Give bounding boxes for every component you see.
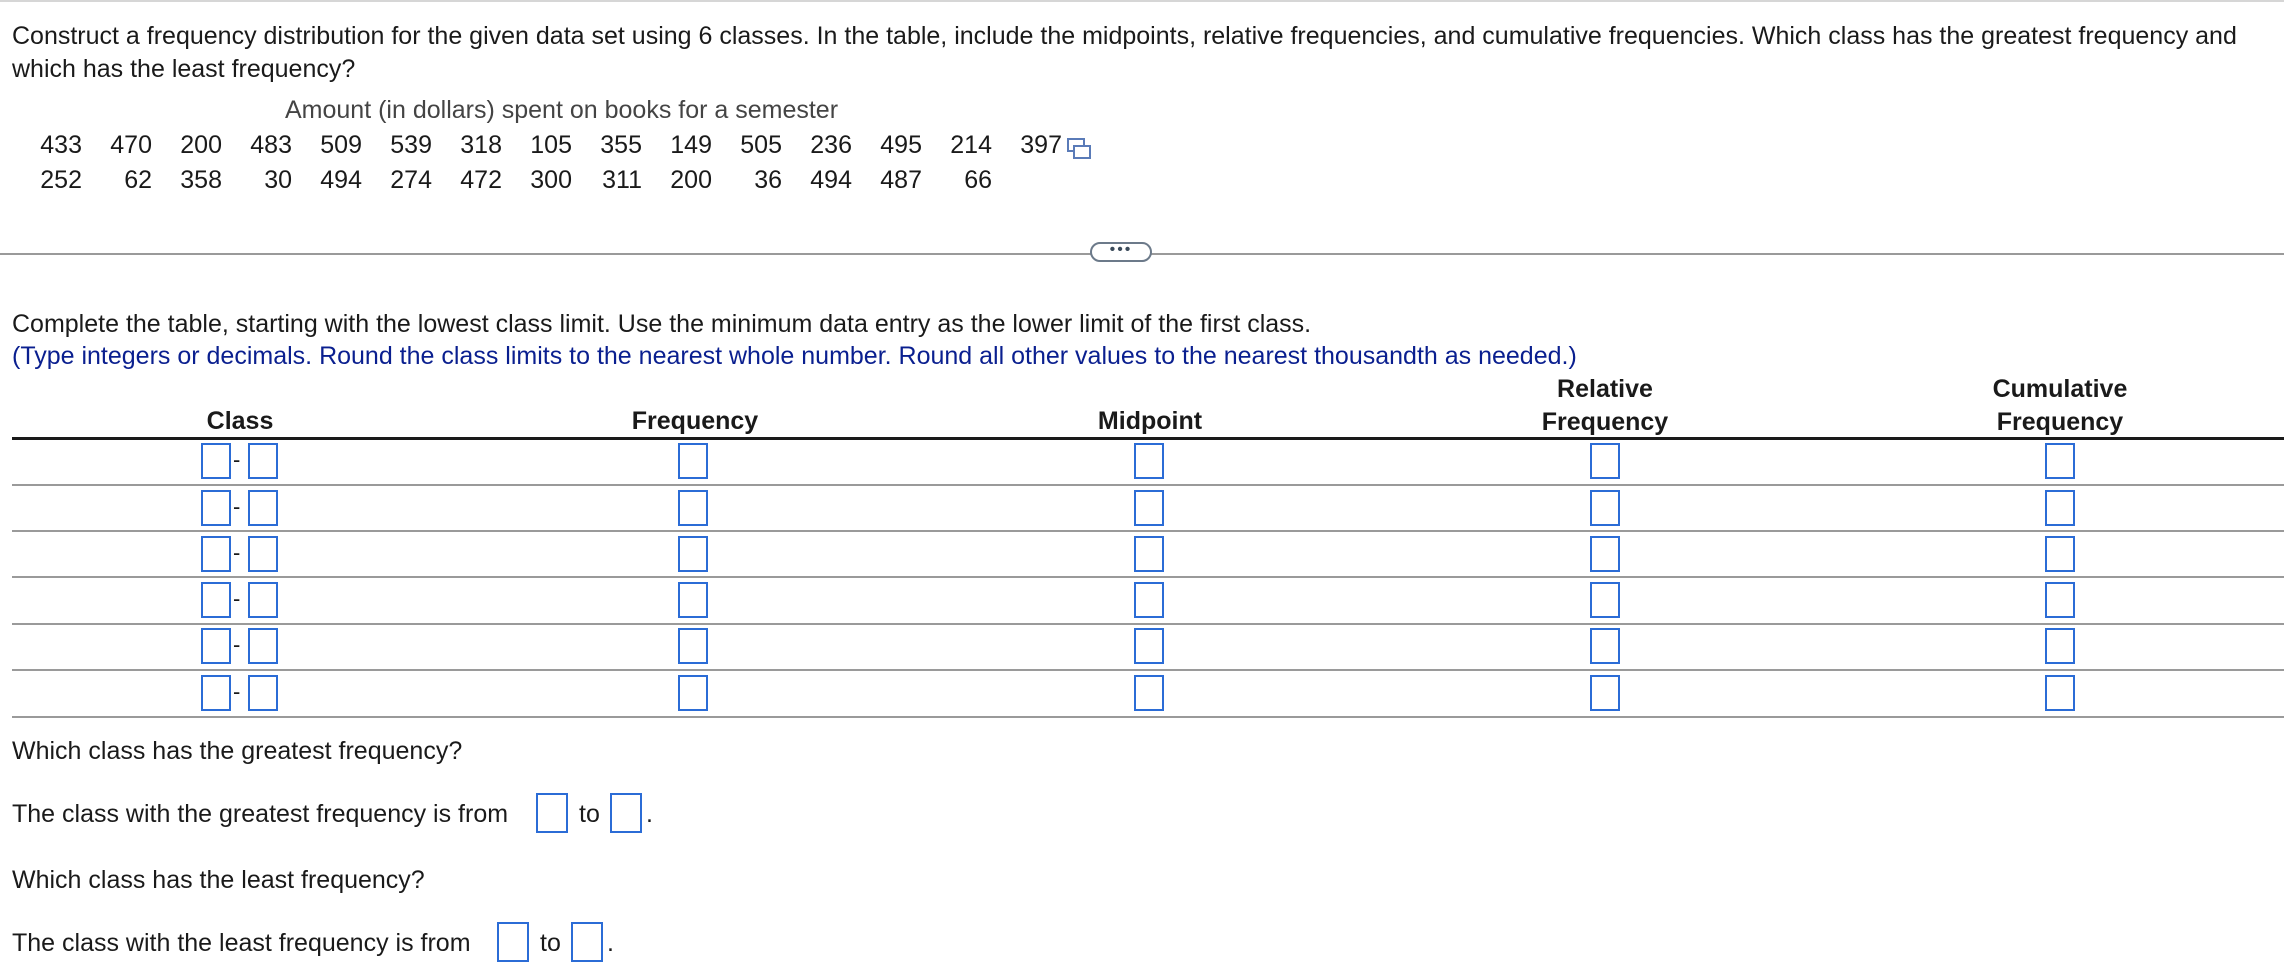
frequency-input-2[interactable]: [678, 490, 708, 526]
frequency-input-3[interactable]: [678, 536, 708, 572]
instruction-text: Complete the table, starting with the lowest class limit. Use the minimum data entry as the lower limit of the first class.: [12, 310, 1312, 338]
data-value: 494: [810, 166, 852, 194]
greatest-frequency-period: .: [646, 800, 653, 828]
cumulative-frequency-input-3[interactable]: [2045, 536, 2075, 572]
class-upper-limit-input-3[interactable]: [248, 536, 278, 572]
data-value: 105: [530, 131, 572, 159]
class-dash: -: [233, 586, 241, 611]
row-divider: [12, 530, 2284, 532]
midpoint-input-5[interactable]: [1134, 628, 1164, 664]
data-value: 311: [602, 166, 642, 194]
data-value: 505: [740, 131, 782, 159]
frequency-input-4[interactable]: [678, 582, 708, 618]
data-value: 62: [124, 166, 152, 194]
midpoint-input-2[interactable]: [1134, 490, 1164, 526]
least-frequency-period: .: [607, 929, 614, 957]
table-header-rule: [12, 437, 2284, 440]
class-upper-limit-input-1[interactable]: [248, 443, 278, 479]
greatest-frequency-question: Which class has the greatest frequency?: [12, 737, 463, 765]
data-value: 318: [460, 131, 502, 159]
cumulative-frequency-input-4[interactable]: [2045, 582, 2075, 618]
class-upper-limit-input-4[interactable]: [248, 582, 278, 618]
least-frequency-question: Which class has the least frequency?: [12, 866, 425, 894]
data-value: 470: [110, 131, 152, 159]
greatest-frequency-from-input[interactable]: [536, 793, 568, 833]
frequency-input-1[interactable]: [678, 443, 708, 479]
data-value: 214: [950, 131, 992, 159]
data-value: 300: [530, 166, 572, 194]
relative-frequency-input-1[interactable]: [1590, 443, 1620, 479]
class-upper-limit-input-6[interactable]: [248, 675, 278, 711]
data-value: 539: [390, 131, 432, 159]
data-value: 149: [670, 131, 712, 159]
cumulative-frequency-input-6[interactable]: [2045, 675, 2075, 711]
data-value: 495: [880, 131, 922, 159]
relative-frequency-input-3[interactable]: [1590, 536, 1620, 572]
copy-data-icon[interactable]: [1067, 138, 1091, 160]
data-value: 433: [40, 131, 82, 159]
data-value: 494: [320, 166, 362, 194]
data-value: 274: [390, 166, 432, 194]
data-value: 483: [250, 131, 292, 159]
data-value: 509: [320, 131, 362, 159]
data-value: 397: [1020, 131, 1062, 159]
top-rule: [0, 0, 2284, 2]
data-value: 200: [670, 166, 712, 194]
class-dash: -: [233, 540, 241, 565]
least-frequency-to-label: to: [540, 929, 561, 957]
class-upper-limit-input-5[interactable]: [248, 628, 278, 664]
data-value: 472: [460, 166, 502, 194]
class-lower-limit-input-5[interactable]: [201, 628, 231, 664]
cumulative-frequency-input-5[interactable]: [2045, 628, 2075, 664]
data-value: 30: [264, 166, 292, 194]
data-value: 487: [880, 166, 922, 194]
header-cumulative-frequency: Frequency: [1996, 408, 2124, 436]
class-dash: -: [233, 494, 241, 519]
row-divider: [12, 484, 2284, 486]
midpoint-input-4[interactable]: [1134, 582, 1164, 618]
data-value: 252: [40, 166, 82, 194]
data-value: 36: [754, 166, 782, 194]
class-dash: -: [233, 447, 241, 472]
frequency-input-6[interactable]: [678, 675, 708, 711]
hint-text: (Type integers or decimals. Round the class limits to the nearest whole number. Round all other values to the nearest thousandth as needed.): [12, 342, 1577, 370]
table-bottom-rule: [12, 716, 2284, 718]
class-upper-limit-input-2[interactable]: [248, 490, 278, 526]
row-divider: [12, 623, 2284, 625]
greatest-frequency-answer-text: The class with the greatest frequency is from: [12, 800, 509, 828]
relative-frequency-input-5[interactable]: [1590, 628, 1620, 664]
header-relative-frequency: Frequency: [1541, 408, 1669, 436]
data-value: 358: [180, 166, 222, 194]
relative-frequency-input-2[interactable]: [1590, 490, 1620, 526]
midpoint-input-3[interactable]: [1134, 536, 1164, 572]
midpoint-input-1[interactable]: [1134, 443, 1164, 479]
data-value: 355: [600, 131, 642, 159]
least-frequency-to-input[interactable]: [571, 922, 603, 962]
cumulative-frequency-input-1[interactable]: [2045, 443, 2075, 479]
question-text: Construct a frequency distribution for the given data set using 6 classes. In the table, include the midpoints, relative frequencies, and cumulative frequencies. Which class has the greatest frequency and which has the least frequency?: [12, 22, 2237, 83]
data-value: 236: [810, 131, 852, 159]
class-lower-limit-input-4[interactable]: [201, 582, 231, 618]
class-dash: -: [233, 679, 241, 704]
class-dash: -: [233, 632, 241, 657]
row-divider: [12, 576, 2284, 578]
relative-frequency-input-6[interactable]: [1590, 675, 1620, 711]
class-lower-limit-input-1[interactable]: [201, 443, 231, 479]
greatest-frequency-to-label: to: [579, 800, 600, 828]
expand-more-button[interactable]: •••: [1090, 242, 1152, 262]
header-cumulative: Cumulative: [1992, 375, 2128, 403]
frequency-input-5[interactable]: [678, 628, 708, 664]
header-class: Class: [206, 407, 274, 435]
greatest-frequency-to-input[interactable]: [610, 793, 642, 833]
class-lower-limit-input-6[interactable]: [201, 675, 231, 711]
cumulative-frequency-input-2[interactable]: [2045, 490, 2075, 526]
data-value: 200: [180, 131, 222, 159]
midpoint-input-6[interactable]: [1134, 675, 1164, 711]
data-value: 66: [964, 166, 992, 194]
relative-frequency-input-4[interactable]: [1590, 582, 1620, 618]
header-relative: Relative: [1557, 375, 1653, 403]
least-frequency-answer-text: The class with the least frequency is from: [12, 929, 471, 957]
header-frequency: Frequency: [631, 407, 759, 435]
least-frequency-from-input[interactable]: [497, 922, 529, 962]
data-caption: Amount (in dollars) spent on books for a semester: [285, 96, 839, 124]
header-midpoint: Midpoint: [1097, 407, 1203, 435]
class-lower-limit-input-2[interactable]: [201, 490, 231, 526]
row-divider: [12, 669, 2284, 671]
class-lower-limit-input-3[interactable]: [201, 536, 231, 572]
